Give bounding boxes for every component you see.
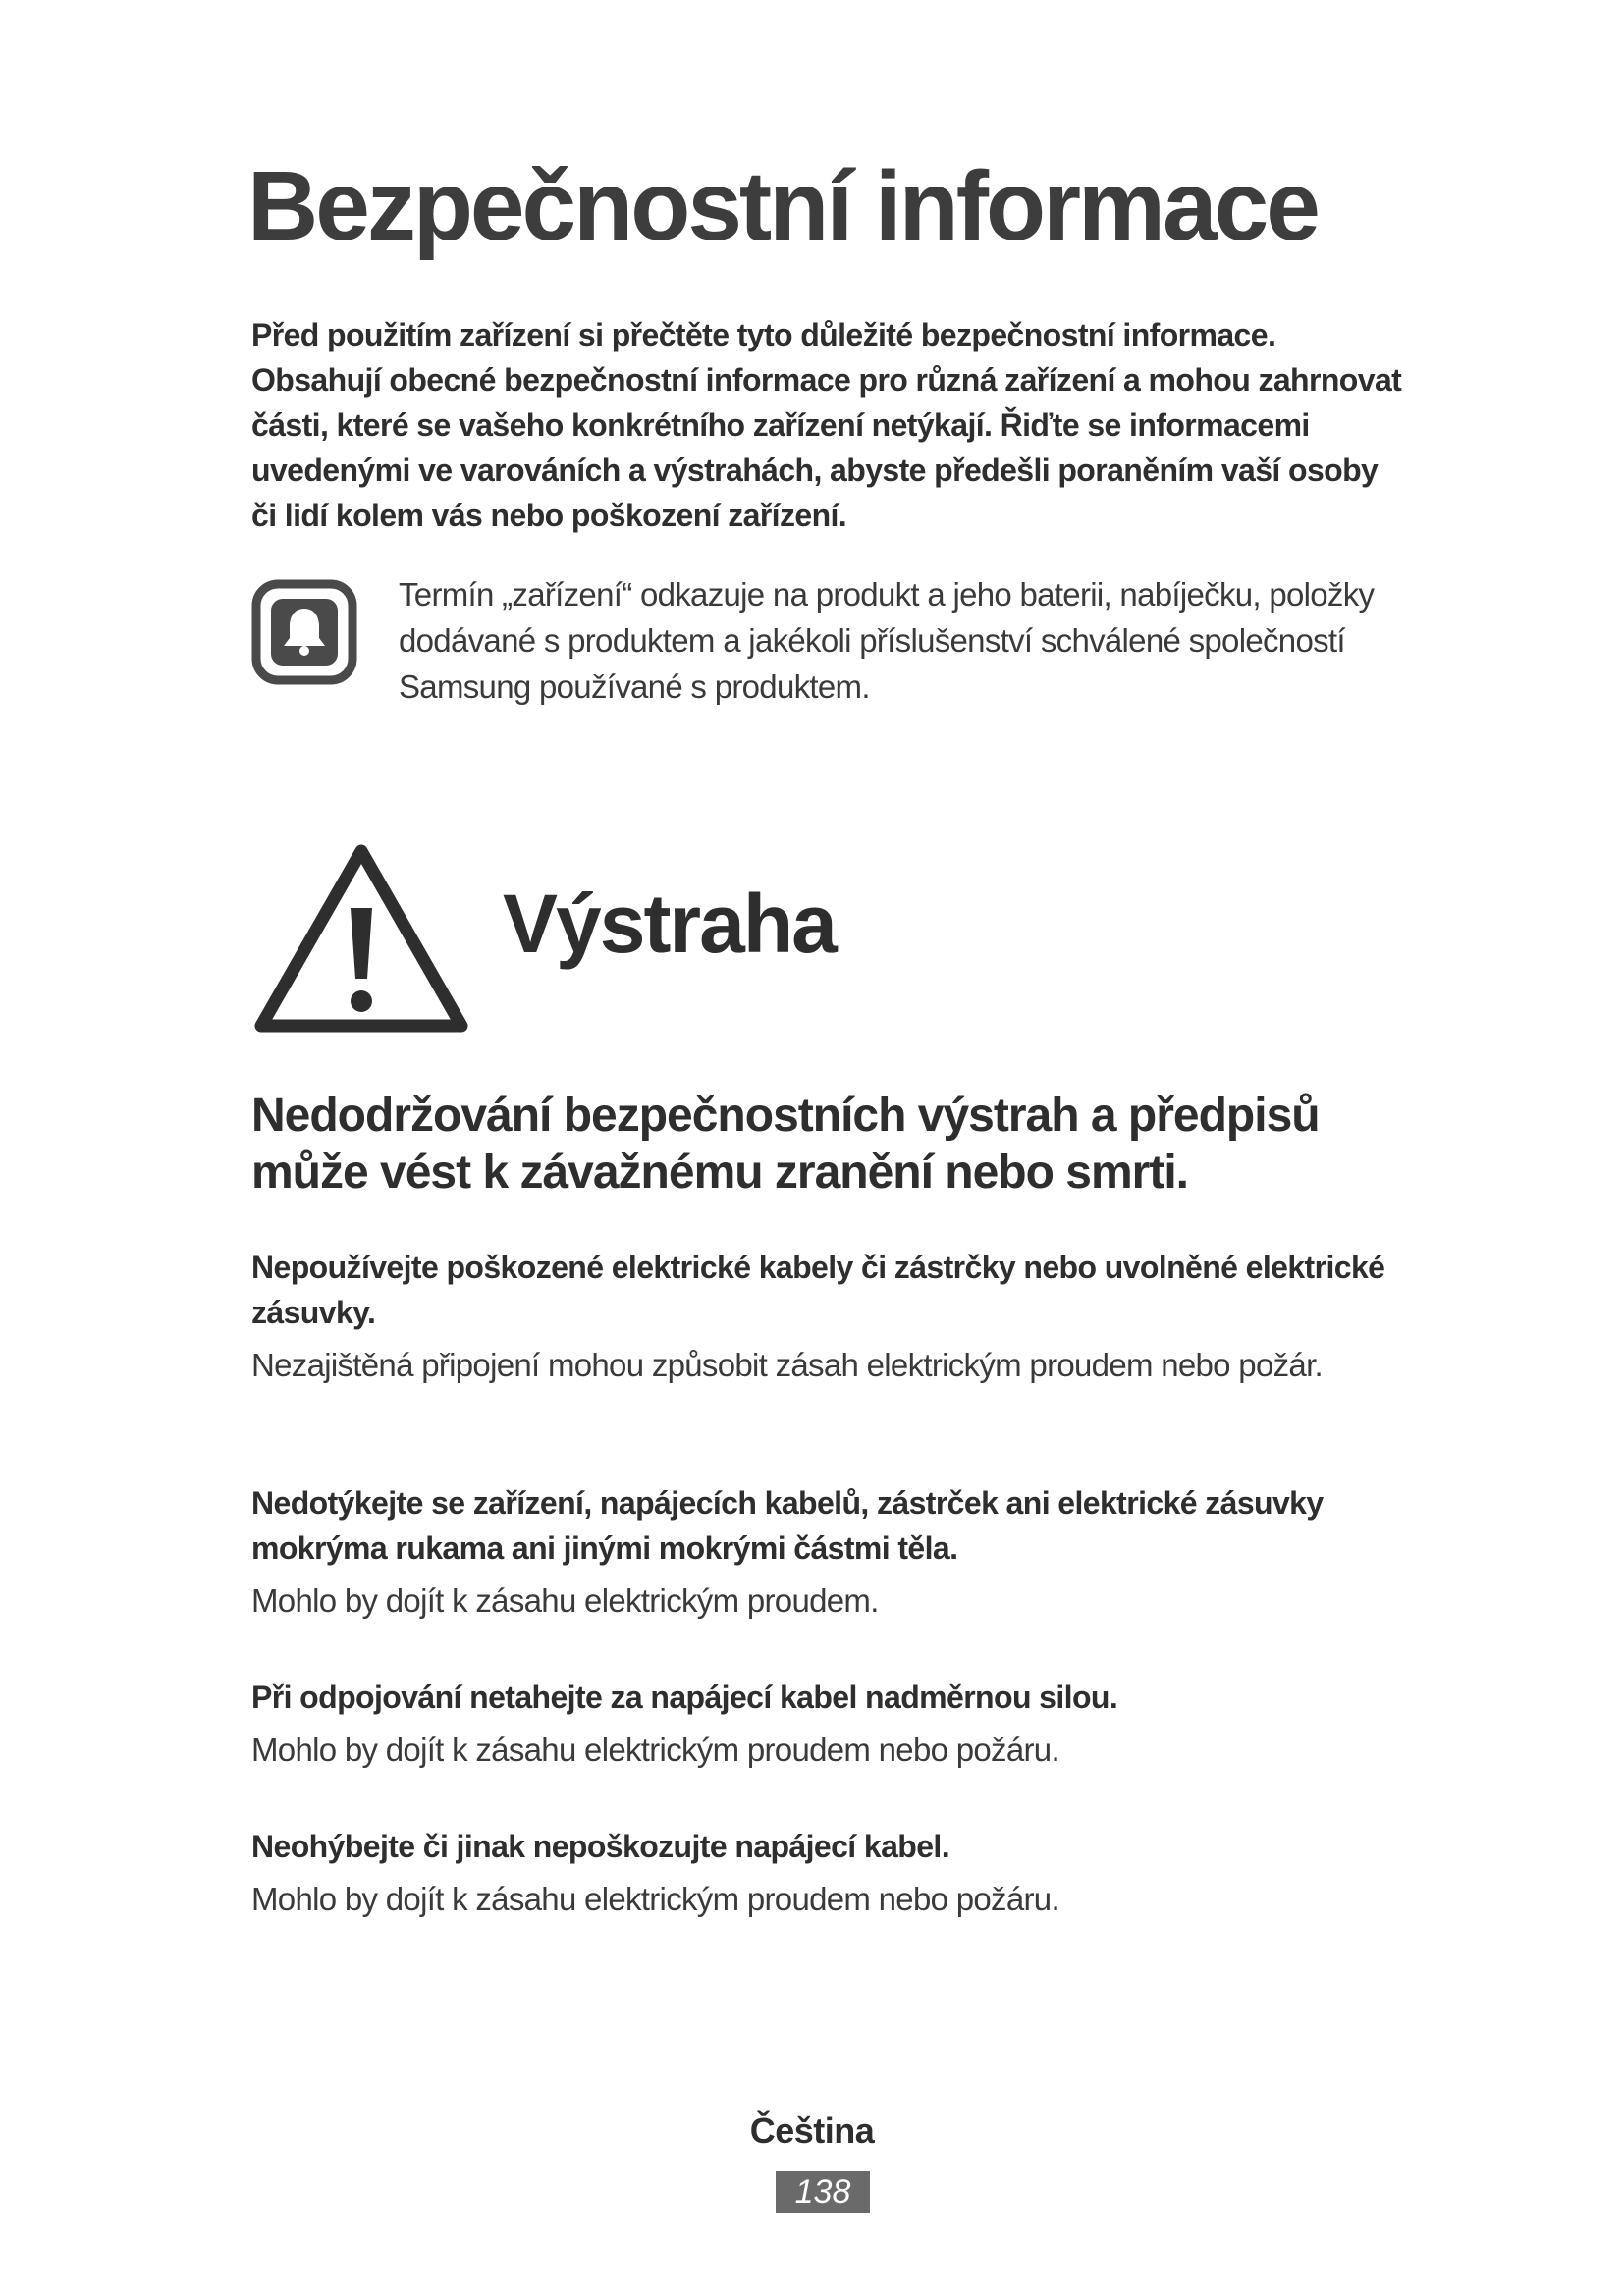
safety-item-body: Nezajištěná připojení mohou způsobit zásah elektrickým proudem nebo požár. <box>251 1347 1324 1383</box>
safety-item <box>251 1675 1390 1773</box>
warning-triangle-icon <box>251 839 471 1036</box>
safety-item-body: Mohlo by dojít k zásahu elektrickým proudem nebo požáru. <box>251 1732 1059 1768</box>
page-number-badge: 138 <box>776 2171 870 2213</box>
intro-paragraph: Před použitím zařízení si přečtěte tyto důležité bezpečnostní informace. Obsahují obecné bezpečnostní informace pro různá zařízení a mohou zahrnovat části, které se vašeho konkrétního zařízení netýkají. Řiďte se informacemi uvedenými ve varováních a výstrahách, abyste předešli poraněním vaší osoby či lidí kolem vás nebo poškození zařízení. <box>251 317 1402 533</box>
notice-text: Termín „zařízení“ odkazuje na produkt a jeho baterii, nabíječku, položky dodávané s produktem a jakékoli příslušenství schválené společností Samsung používané s produktem. <box>399 576 1375 705</box>
warning-heading: Výstraha <box>503 878 836 970</box>
safety-item <box>251 1480 1390 1624</box>
safety-item-title: Nedotýkejte se zařízení, napájecích kabelů, zástrček ani elektrické zásuvky mokrýma rukama ani jinými mokrými částmi těla. <box>251 1485 1324 1566</box>
page-title: Bezpečnostní informace <box>247 151 1318 261</box>
safety-item-title: Neohýbejte či jinak nepoškozujte napájecí kabel. <box>251 1829 949 1864</box>
footer-language: Čeština <box>749 2110 875 2151</box>
safety-item <box>251 1245 1390 1388</box>
safety-item-title: Při odpojování netahejte za napájecí kabel nadměrnou silou. <box>251 1680 1118 1715</box>
warning-subheading: Nedodržování bezpečnostních výstrah a předpisů může vést k závažnému zranění nebo smrti. <box>251 1090 1320 1199</box>
safety-item <box>251 1824 1390 1922</box>
safety-item-body: Mohlo by dojít k zásahu elektrickým proudem nebo požáru. <box>251 1881 1059 1917</box>
safety-item-body: Mohlo by dojít k zásahu elektrickým proudem. <box>251 1582 879 1619</box>
notice-bell-icon <box>251 579 357 685</box>
safety-item-title: Nepoužívejte poškozené elektrické kabely či zástrčky nebo uvolněné elektrické zásuvky. <box>251 1250 1385 1330</box>
